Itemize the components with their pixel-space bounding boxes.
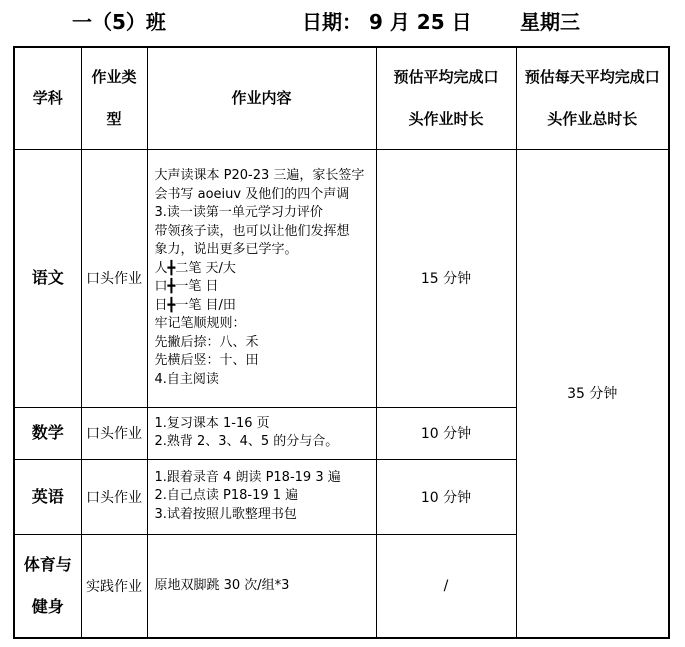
duration-cell: 10 分钟 bbox=[376, 459, 516, 534]
content-cell: 1.跟着录音 4 朗读 P18-19 3 遍 2.自己点读 P18-19 1 遍 3.试着按照儿歌整理书包 bbox=[147, 459, 376, 534]
weekday-label: 星期三 bbox=[520, 10, 580, 34]
col-header-subject: 学科 bbox=[14, 47, 81, 149]
duration-cell: 10 分钟 bbox=[376, 407, 516, 459]
homework-table bbox=[13, 46, 670, 639]
content-cell: 1.复习课本 1-16 页 2.熟背 2、3、4、5 的分与合。 bbox=[147, 407, 376, 459]
col-header-daily-total: 预估每天平均完成口 头作业总时长 bbox=[516, 47, 669, 149]
col-header-type: 作业类 型 bbox=[81, 47, 147, 149]
duration-cell: / bbox=[376, 534, 516, 638]
subject-cell: 数学 bbox=[14, 407, 81, 459]
col-header-content: 作业内容 bbox=[147, 47, 376, 149]
type-cell: 口头作业 bbox=[81, 407, 147, 459]
page-header bbox=[0, 0, 685, 40]
subject-cell: 体育与 健身 bbox=[14, 534, 81, 638]
col-header-avg-duration: 预估平均完成口 头作业时长 bbox=[376, 47, 516, 149]
table-row-chinese bbox=[14, 149, 669, 407]
type-cell: 口头作业 bbox=[81, 149, 147, 407]
duration-cell: 15 分钟 bbox=[376, 149, 516, 407]
type-cell: 口头作业 bbox=[81, 459, 147, 534]
subject-cell: 英语 bbox=[14, 459, 81, 534]
content-cell: 原地双脚跳 30 次/组*3 bbox=[147, 534, 376, 638]
class-name: 一（5）班 bbox=[72, 10, 166, 34]
type-cell: 实践作业 bbox=[81, 534, 147, 638]
table-header-row bbox=[14, 47, 669, 149]
date-label: 日期： 9 月 25 日 bbox=[302, 10, 472, 34]
subject-cell: 语文 bbox=[14, 149, 81, 407]
content-cell: 大声读课本 P20-23 三遍，家长签字 会书写 aoeiuv 及他们的四个声调 3.读一读第一单元学习力评价 带领孩子读，也可以让他们发挥想 象力，说出更多已学字。 人╋二笔 天/大 口╋一笔 日 日╋一笔 目/田 牢记笔顺规则： 先撇后捺：八、禾 先横后竖：十、田 4.自主阅读 bbox=[147, 149, 376, 407]
daily-total-cell: 35 分钟 bbox=[516, 149, 669, 638]
